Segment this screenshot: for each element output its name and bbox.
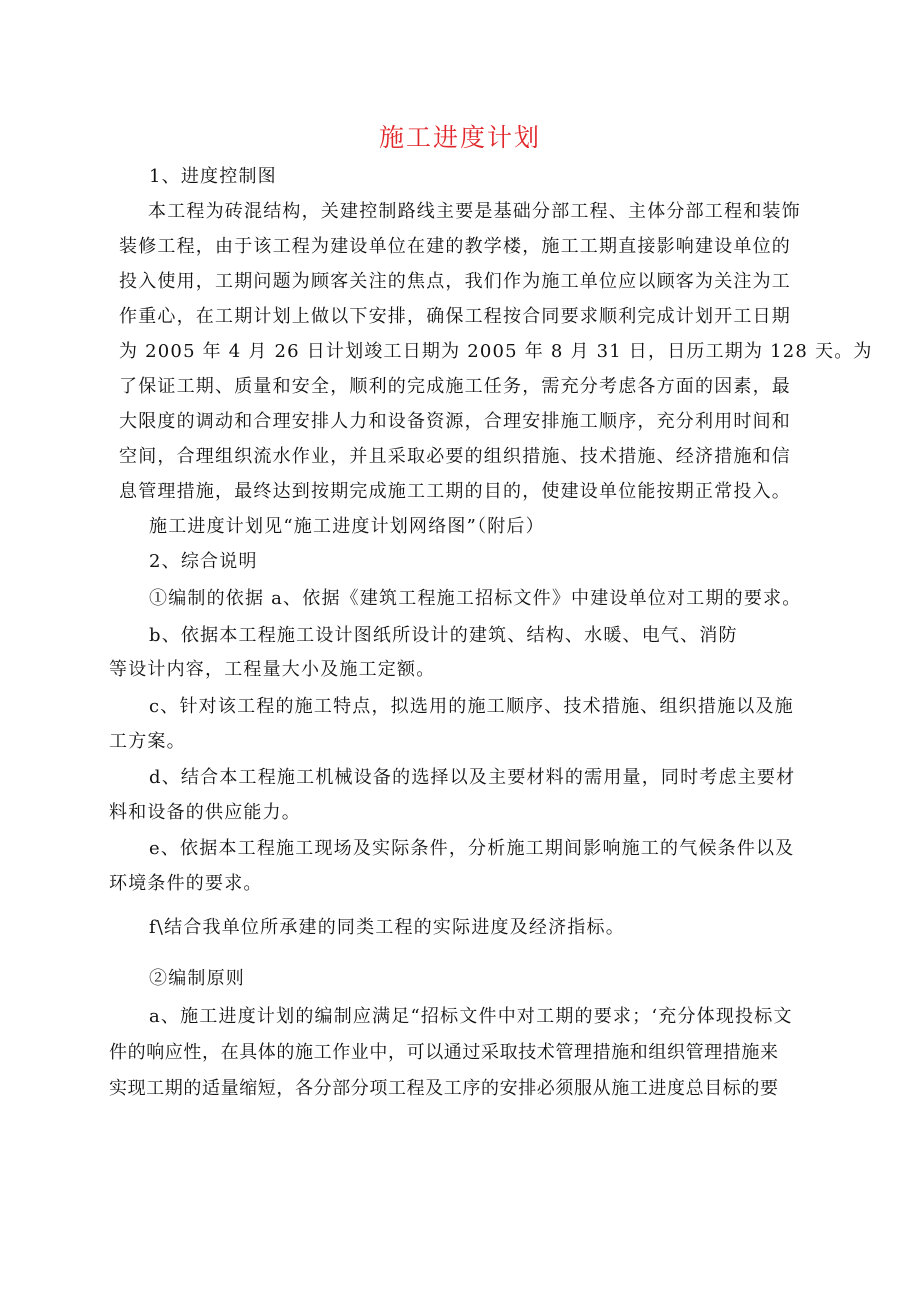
principle-a-cont: 件的响应性，在具体的施工作业中，可以通过采取技术管理措施和组织管理措施来 [109,1042,779,1063]
paragraph-line: 了保证工期、质量和安全，顺利的完成施工任务，需充分考虑各方面的因素，最 [119,376,791,397]
paragraph-line: 大限度的调动和合理安排人力和设备资源，合理安排施工顺序，充分利用时间和 [119,411,791,432]
list-item-c-cont: 工方案。 [109,731,186,752]
list-item-d: d、结合本工程施工机械设备的选择以及主要材料的需用量，同时考虑主要材 [149,767,796,788]
list-item-b: b、依据本工程施工设计图纸所设计的建筑、结构、水暖、电气、消防 [149,625,738,646]
paragraph-line: 息管理措施，最终达到按期完成施工工期的目的，使建设单位能按期正常投入。 [119,481,791,502]
subheading-compilation-principles: ②编制原则 [149,968,245,989]
section-heading-progress-control: 1、进度控制图 [149,166,277,187]
principle-a-cont: 实现工期的适量缩短，各分部分项工程及工序的安排必须服从施工进度总目标的要 [109,1078,779,1099]
document-title: 施工进度计划 [378,123,541,152]
paragraph-line: 空间，合理组织流水作业，并且采取必要的组织措施、技术措施、经济措施和信 [119,446,791,467]
paragraph-line: 投入使用，工期问题为顾客关注的焦点，我们作为施工单位应以顾客为关注为工 [119,271,791,292]
list-item-f: f\结合我单位所承建的同类工程的实际进度及经济指标。 [149,917,625,938]
paragraph-line: 作重心，在工期计划上做以下安排，确保工程按合同要求顺利完成计划开工日期 [119,306,791,327]
section-heading-general-description: 2、综合说明 [149,551,258,572]
paragraph-line: 本工程为砖混结构，关建控制路线主要是基础分部工程、主体分部工程和装饰 [148,201,801,222]
network-diagram-reference: 施工进度计划见“施工进度计划网络图”（附后） [149,516,545,537]
list-item-d-cont: 料和设备的供应能力。 [109,802,301,823]
list-item-e: e、依据本工程施工现场及实际条件，分析施工期间影响施工的气候条件以及 [149,838,795,859]
list-item-b-cont: 等设计内容，工程量大小及施工定额。 [109,659,436,680]
paragraph-line: 装修工程，由于该工程为建设单位在建的教学楼，施工工期直接影响建设单位的 [119,236,791,257]
list-item-basis-a: ①编制的依据 a、依据《建筑工程施工招标文件》中建设单位对工期的要求。 [149,588,802,609]
principle-a: a、施工进度计划的编制应满足“招标文件中对工期的要求；‘充分体现投标文 [149,1006,793,1027]
list-item-e-cont: 环境条件的要求。 [109,873,263,894]
list-item-c: c、针对该工程的施工特点，拟选用的施工顺序、技术措施、组织措施以及施 [149,696,794,717]
paragraph-line: 为 2005 年 4 月 26 日计划竣工日期为 2005 年 8 月 31 日，日历工期为 128 天。为 [119,341,873,362]
